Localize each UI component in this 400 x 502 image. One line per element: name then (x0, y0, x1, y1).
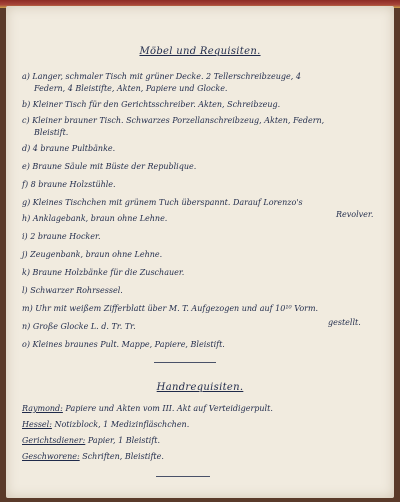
document-page (6, 6, 394, 498)
hand-item-text: Notizblock, 1 Medizinfläschchen. (54, 420, 190, 429)
list-item-a-cont: Federn, 4 Bleistifte, Akten, Papiere und Glocke. (34, 84, 228, 93)
section-title-handrequisiten: Handrequisiten. (156, 382, 244, 393)
list-item-f: f) 8 braune Holzstühle. (22, 180, 116, 189)
bottom-divider-line (156, 476, 210, 477)
list-item-m: m) Uhr mit weißem Zifferblatt über M. T. Aufgezogen und auf 10¹⁰ Vorm. (22, 304, 319, 313)
gestellt-note: gestellt. (328, 318, 361, 327)
hand-item-name: Gerichtsdiener: (22, 436, 86, 445)
list-item-j: j) Zeugenbank, braun ohne Lehne. (22, 250, 163, 259)
list-item-o: o) Kleines braunes Pult. Mappe, Papiere, Bleistift. (22, 340, 225, 349)
list-item-l: l) Schwarzer Rohrsessel. (22, 286, 123, 295)
hand-item-name: Geschworene: (22, 452, 80, 461)
list-item-g: g) Kleines Tischchen mit grünem Tuch überspannt. Darauf Lorenzo's (22, 198, 303, 207)
hand-item-geschworene (22, 452, 384, 462)
hand-item-text: Papier, 1 Bleistift. (87, 436, 161, 445)
hand-item-raymond (22, 404, 384, 414)
list-item-k: k) Braune Holzbänke für die Zuschauer. (22, 268, 185, 277)
hand-item-gerichtsdiener (22, 436, 384, 446)
list-item-d: d) 4 braune Pultbänke. (22, 144, 116, 153)
revolver-note: Revolver. (336, 210, 374, 219)
divider-line (154, 362, 216, 363)
list-item-c: c) Kleiner brauner Tisch. Schwarzes Porzellanschreibzeug, Akten, Federn, (22, 116, 325, 125)
hand-item-text: Papiere und Akten vom III. Akt auf Verteidigerpult. (65, 404, 273, 413)
list-item-a: a) Langer, schmaler Tisch mit grüner Decke. 2 Tellerschreibzeuge, 4 (22, 72, 301, 81)
list-item-c-cont: Bleistift. (34, 128, 69, 137)
hand-item-name: Hessel: (22, 420, 52, 429)
list-item-h: h) Anklagebank, braun ohne Lehne. (22, 214, 168, 223)
list-item-i: i) 2 braune Hocker. (22, 232, 101, 241)
section-title-moebel: Möbel und Requisiten. (139, 46, 261, 57)
list-item-b: b) Kleiner Tisch für den Gerichtsschreiber. Akten, Schreibzeug. (22, 100, 281, 109)
hand-item-hessel (22, 420, 384, 430)
hand-item-text: Schriften, Bleistifte. (82, 452, 164, 461)
list-item-e: e) Braune Säule mit Büste der Republique. (22, 162, 197, 171)
list-item-n: n) Große Glocke L. d. Tr. Tr. (22, 322, 136, 331)
hand-item-name: Raymond: (22, 404, 63, 413)
